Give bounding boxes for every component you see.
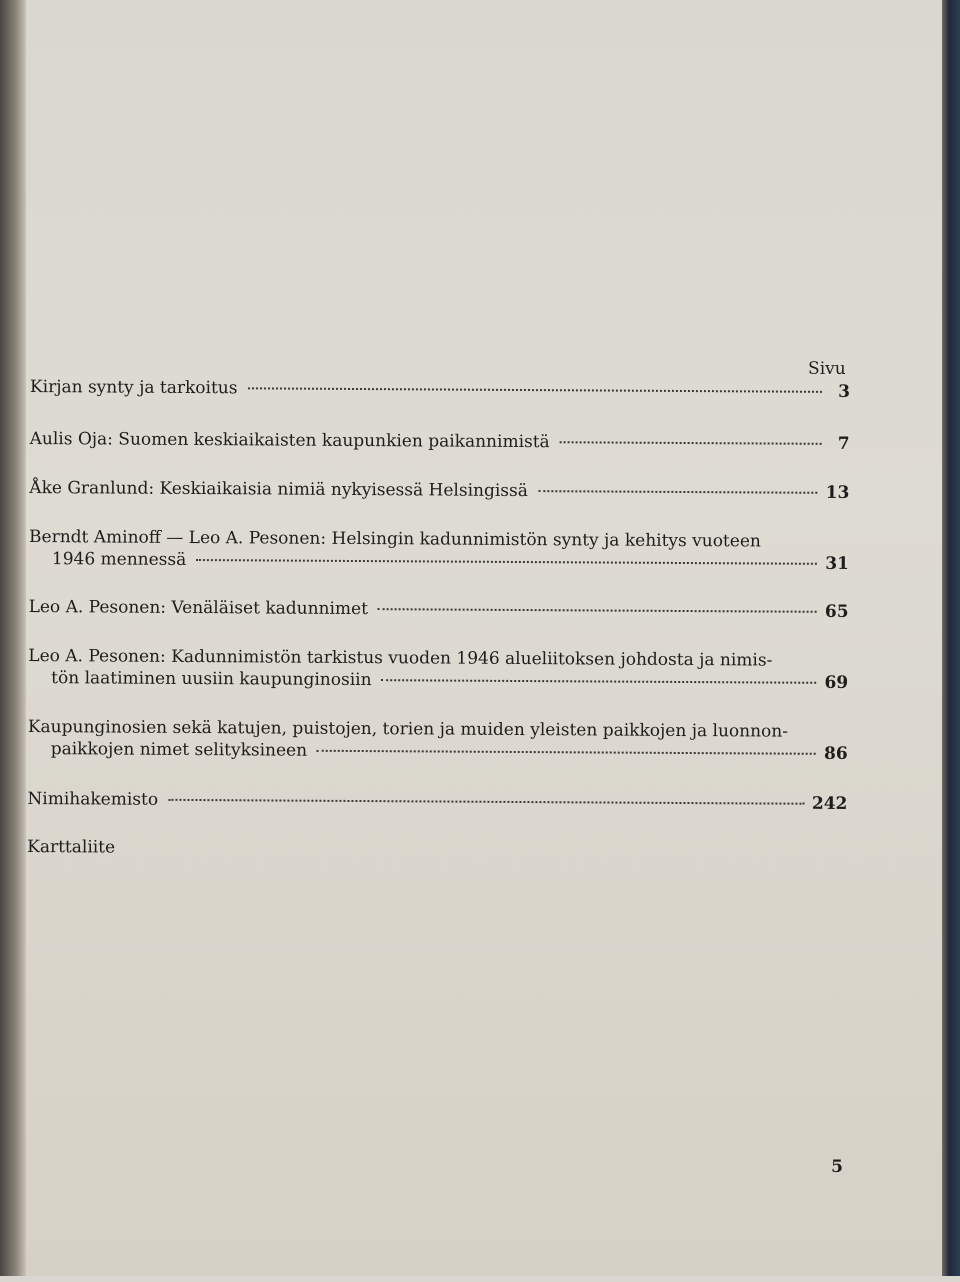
page-column-label: Sivu: [808, 358, 846, 379]
entry-title-continued: tön laatiminen uusiin kaupunginosiin: [51, 668, 372, 691]
page-number: 5: [831, 1156, 844, 1177]
entry-title: Aulis Oja: Suomen keskiaikaisten kaupunkien paikannimistä: [29, 428, 550, 453]
toc-entry: [29, 526, 849, 575]
entry-page: 242: [811, 793, 848, 815]
leader-dots: [560, 441, 822, 445]
toc-entry: [27, 836, 847, 863]
leader-dots: [168, 799, 804, 805]
leader-dots: [317, 750, 816, 755]
entry-title: Kirjan synty ja tarkoitus: [29, 377, 238, 399]
toc-entry: [30, 428, 850, 455]
leader-dots: [247, 387, 821, 393]
entry-title: Leo A. Pesonen: Kadunnimistön tarkistus vuoden 1946 alueliitoksen johdosta ja nimis-: [28, 645, 773, 671]
toc-entry: [27, 788, 847, 815]
entry-title: Nimihakemisto: [27, 788, 159, 810]
leader-dots: [196, 559, 817, 565]
entry-page: 65: [824, 601, 849, 623]
entry-title: Karttaliite: [27, 836, 116, 858]
toc-entry: [30, 376, 850, 403]
entry-page: 86: [823, 743, 848, 765]
entry-title: Leo A. Pesonen: Venäläiset kadunnimet: [28, 596, 369, 620]
toc-entry: [28, 645, 848, 694]
entry-page: 31: [825, 553, 849, 575]
entry-page: 7: [837, 433, 850, 455]
entry-title: Åke Granlund: Keskiaikaisia nimiä nykyisessä Helsingissä: [29, 477, 528, 502]
entry-title-continued: paikkojen nimet selityksineen: [50, 739, 308, 761]
toc-entry: [29, 596, 849, 623]
entry-title: Kaupunginosien sekä katujen, puistojen, torien ja muiden yleisten paikkojen ja luonnon-: [27, 716, 789, 742]
entry-page: 3: [838, 381, 851, 403]
leader-dots: [378, 608, 817, 613]
leader-dots: [538, 490, 818, 494]
leader-dots: [382, 679, 817, 684]
entry-title: Berndt Aminoff — Leo A. Pesonen: Helsingin kadunnimistön synty ja kehitys vuoteen: [28, 526, 761, 552]
entry-page: 13: [825, 482, 850, 504]
entry-page: 69: [824, 672, 849, 694]
toc-entry: [28, 716, 848, 765]
toc-entry: [29, 477, 849, 504]
entry-title-continued: 1946 mennessä: [51, 549, 187, 570]
